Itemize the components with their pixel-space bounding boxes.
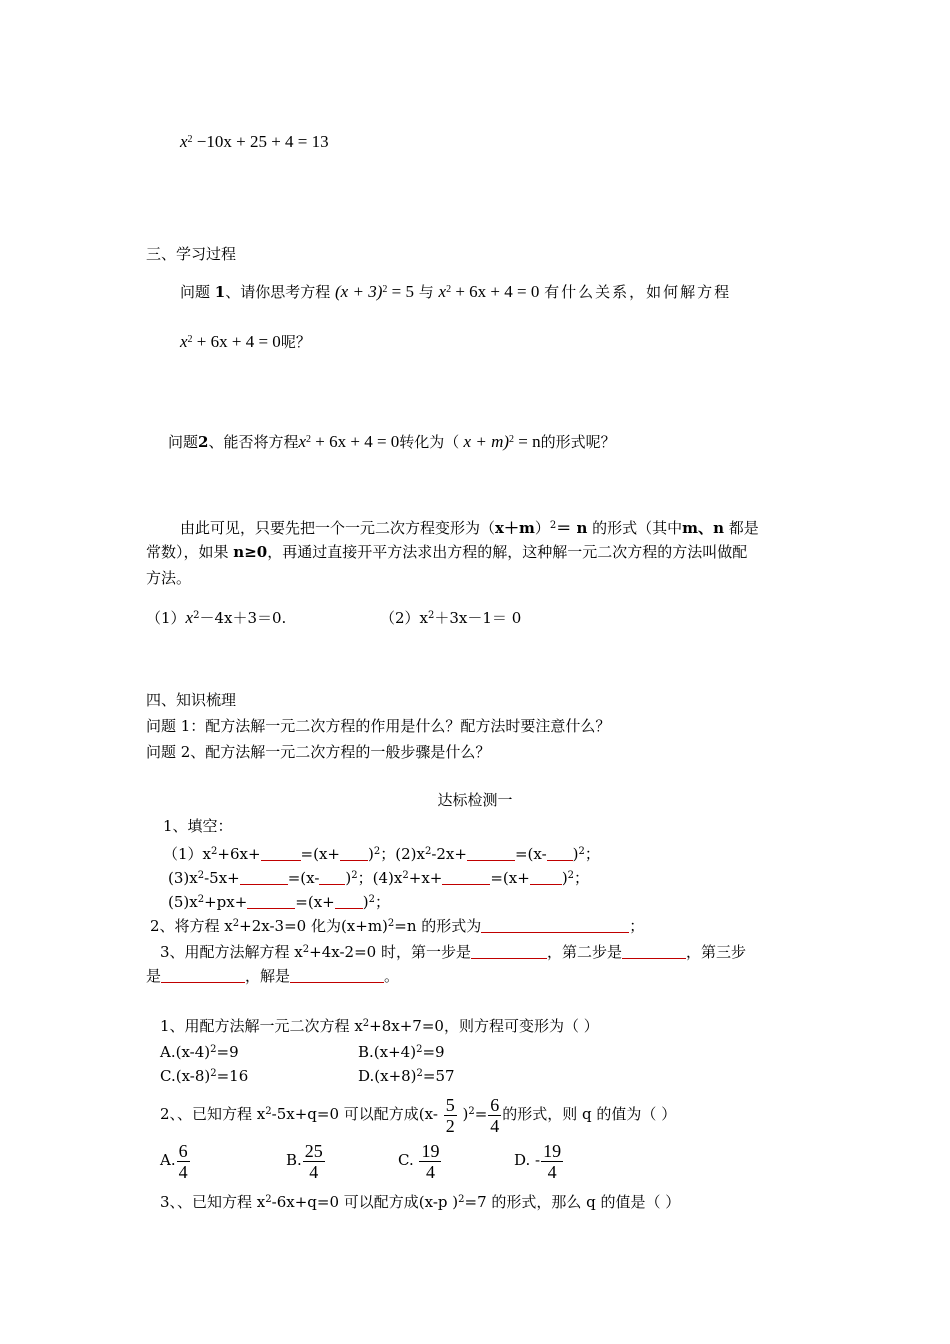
test1-question3-line1: 3、用配方法解方程 $x^2+4x-2=0$ 时，第一步是 ，第二步是 ，第三步 [160,943,746,961]
fraction: $\frac{5}{2}$ [445,1094,455,1136]
question2: 问题2、能否将方程$x^2 + 6x + 4 = 0$转化为（ x + m)$^2$ = n的形式呢？ [168,432,616,451]
fraction: $\frac{25}{4}$ [304,1140,323,1182]
test1-fill-row1: $(1)x^2+6x+ =(x+ )^2$；$(2)x^2-2x+ =(x-$ )$^2$； [163,845,600,863]
exercise-2: $(2)x^2+3x-1= 0$ [380,609,522,627]
answer-blank[interactable] [622,944,686,959]
answer-blank[interactable] [340,846,368,861]
summary-line3: 方法。 [146,569,192,587]
mc-q2-option-d[interactable]: D. - $\frac{19}{4}$ [514,1140,562,1182]
fraction: $\frac{19}{4}$ [543,1140,562,1182]
test1-question2: 2、将方程 $x^2+2x-3=0$ 化为$(x+m)^2=n$ 的形式为 ； [150,917,645,935]
answer-blank[interactable] [481,918,629,933]
mc-q2-option-b[interactable]: B. $\frac{25}{4}$ [286,1140,323,1182]
answer-blank[interactable] [335,894,363,909]
mc-q1-option-b[interactable]: $B.(x+4)^2=9$ [358,1043,445,1061]
answer-blank[interactable] [247,894,295,909]
section3-heading: 三、学习过程 [146,245,237,263]
test1-question3-line2: 是 ，解是 。 [146,967,400,985]
fraction: $\frac{6}{4}$ [490,1094,500,1136]
fraction: $\frac{19}{4}$ [421,1140,440,1182]
test1-fill-row2: $(3)x^2-5x+ =(x-$ )$^2$；$(4)x^2+x+ =(x+ )^2$； [168,869,590,887]
test1-title: 达标检测一 [437,791,513,809]
top-equation: $x^2 -10x + 25 + 4 = 13$ [180,132,329,151]
answer-blank[interactable] [442,870,490,885]
answer-blank[interactable] [467,846,515,861]
test1-fill-row3: $(5)x^2+px+ =(x+ )^2$； [168,893,390,911]
section4-heading: 四、知识梳理 [146,691,237,709]
answer-blank[interactable] [240,870,288,885]
question1-line1: 问题 1、请你思考方程 $(x + 3)^2 = 5$ 与 $x^2 + 6x + 4 = 0$ 有什么关系，如何解方程 [180,282,732,301]
section4-question2: 问题 2、配方法解一元二次方程的一般步骤是什么？ [146,743,491,761]
mc-q2-option-a[interactable]: A. $\frac{6}{4}$ [160,1140,188,1182]
answer-blank[interactable] [530,870,562,885]
test1-fill-label: 1、填空： [163,817,233,835]
summary-line1: 由此可见，只要先把一个一元二次方程变形为$(x+m)^2= n$ 的形式（其中m、n 都是 [180,519,759,537]
mc-q1-option-a[interactable]: $A.(x-4)^2=9$ [160,1043,239,1061]
fraction: $\frac{6}{4}$ [178,1140,188,1182]
answer-blank[interactable] [547,846,573,861]
mc-question1: 1、用配方法解一元二次方程 $x^2+8x+7=0$，则方程可变形为（ ） [160,1017,599,1035]
exercise-1: $(1)x^2-4x+3=0$. [146,608,287,627]
answer-blank[interactable] [261,846,301,861]
answer-blank[interactable] [290,968,384,983]
mc-q2-option-c[interactable]: C. $\frac{19}{4}$ [398,1140,440,1182]
question1-line2: $x^2 + 6x + 4 = 0$呢？ [180,332,311,351]
mc-q1-option-c[interactable]: $C.(x-8)^2=16$ [160,1067,249,1085]
section4-question1: 问题 1：配方法解一元二次方程的作用是什么？配方法时要注意什么？ [146,717,611,735]
mc-question3: 3、、已知方程 $x^2-6x+q=0$ 可以配方成(x-p )$^2$=7 的形式，那么 q 的值是（ ） [160,1193,681,1211]
mc-q1-option-d[interactable]: $D.(x+8)^2=57$ [358,1067,455,1085]
summary-line2: 常数），如果 n≥0，再通过直接开平方法求出方程的解，这种解一元二次方程的方法叫做配 [146,543,748,561]
answer-blank[interactable] [319,870,345,885]
answer-blank[interactable] [471,944,547,959]
answer-blank[interactable] [161,968,245,983]
mc-question2: 2、、已知方程 $x^2-5x+q=0$ 可以配方成(x- $\frac{5}{2}$ )$^2$= $\frac{6}{4}$ 的形式，则 q 的值为（ ） [160,1094,677,1136]
